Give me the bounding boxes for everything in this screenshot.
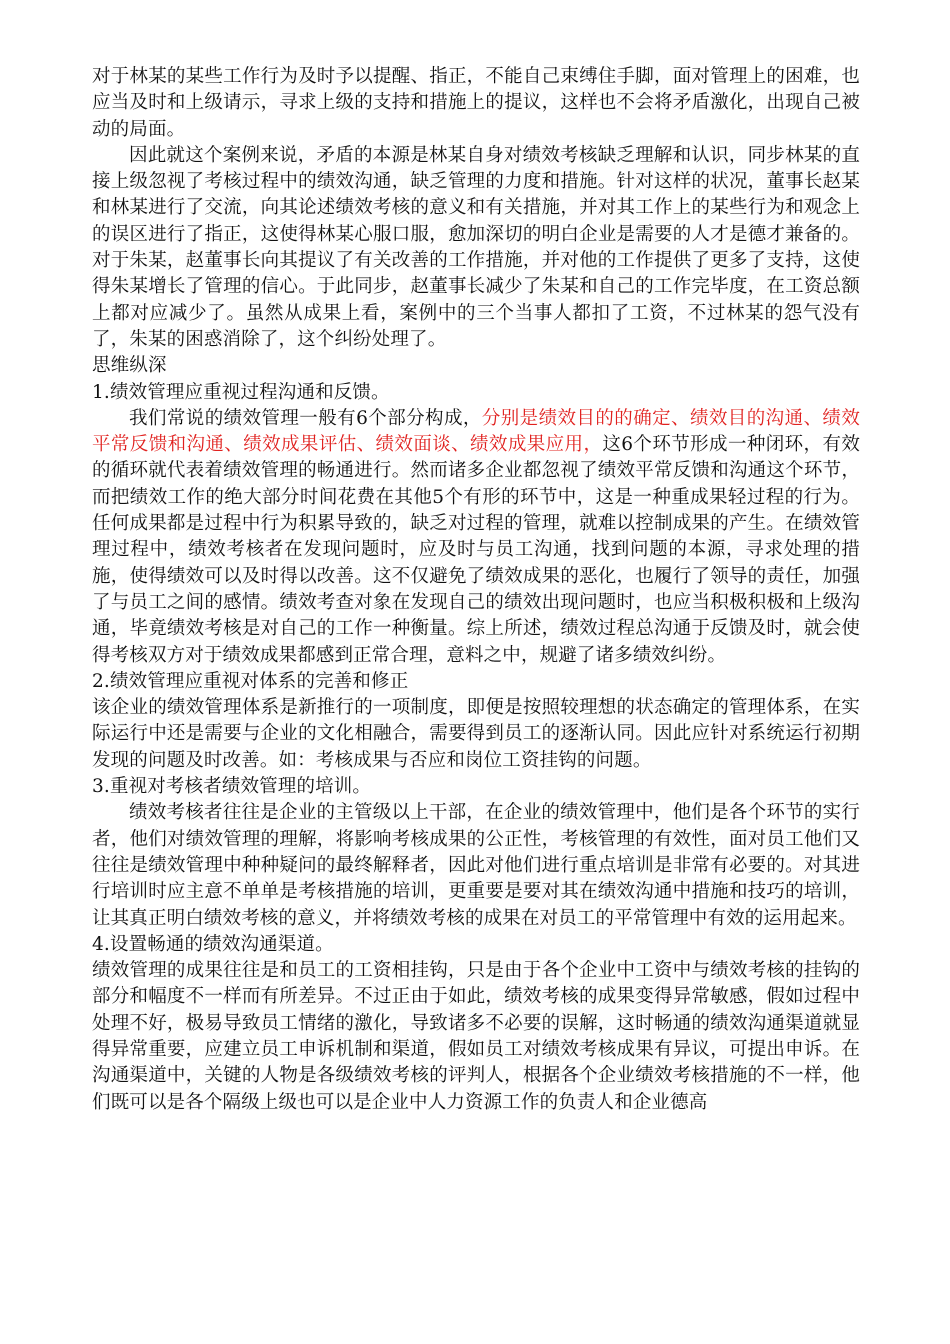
section-heading-thinking: 思维纵深 (92, 355, 167, 377)
subheading-3: 3.重视对考核者绩效管理的培训。 (92, 776, 372, 798)
paragraph-system-improvement: 该企业的绩效管理体系是新推行的一项制度，即便是按照较理想的状态确定的管理体系，在实际运行中还是需要与企业的文化相融合，需要得到员工的逐渐认同。因此应针对系统运行初期发现的问题及时改善。如：考核成果与否应和岗位工资挂钩的问题。 (92, 697, 860, 771)
paragraph-process-communication (92, 406, 860, 669)
paragraph-text-before-highlight: 我们常说的绩效管理一般有6个部分构成， (129, 407, 482, 429)
subheading-1: 1.绩效管理应重视过程沟通和反馈。 (92, 381, 390, 403)
document-page (92, 64, 860, 1116)
paragraph-training: 绩效考核者往往是企业的主管级以上干部，在企业的绩效管理中，他们是各个环节的实行者，他们对绩效管理的理解，将影响考核成果的公正性，考核管理的有效性，面对员工他们又往往是绩效管理中种种疑问的最终解释者，因此对他们进行重点培训是非常有必要的。对其进行培训时应主意不单单是考核措施的培训，更重要是要对其在绩效沟通中措施和技巧的培训，让其真正明白绩效考核的意义，并将绩效考核的成果在对员工的平常管理中有效的运用起来。 (92, 802, 860, 929)
subheading-2: 2.绩效管理应重视对体系的完善和修正 (92, 670, 409, 692)
subheading-4: 4.设置畅通的绩效沟通渠道。 (92, 933, 334, 955)
paragraph-case-analysis: 因此就这个案例来说，矛盾的本源是林某自身对绩效考核缺乏理解和认识，同步林某的直接上级忽视了考核过程中的绩效沟通，缺乏管理的力度和措施。针对这样的状况，董事长赵某和林某进行了交流，向其论述绩效考核的意义和有关措施，并对其工作上的某些行为和观念上的误区进行了指正，这使得林某心服口服，愈加深切的明白企业是需要的人才是德才兼备的。对于朱某，赵董事长向其提议了有关改善的工作措施，并对他的工作提供了更多了支持，这使得朱某增长了管理的信心。于此同步，赵董事长减少了朱某和自己的工作完毕度，在工资总额上都对应减少了。虽然从成果上看，案例中的三个当事人都扣了工资，不过林某的怨气没有了，朱某的困惑消除了，这个纠纷处理了。 (92, 144, 860, 350)
paragraph-text-after-highlight: 这6个环节形成一种闭环，有效的循环就代表着绩效管理的畅通进行。然而诸多企业都忽视了绩效平常反馈和沟通这个环节，而把绩效工作的绝大部分时间花费在其他5个有形的环节中，这是一种重成果轻过程的行为。任何成果都是过程中行为积累导致的，缺乏对过程的管理，就难以控制成果的产生。在绩效管理过程中，绩效考核者在发现问题时，应及时与员工沟通，找到问题的本源，寻求处理的措施，使得绩效可以及时得以改善。这不仅避免了绩效成果的恶化，也履行了领导的责任，加强了与员工之间的感情。绩效考查对象在发现自己的绩效出现问题时，也应当积极积极和上级沟通，毕竟绩效考核是对自己的工作一种衡量。综上所述，绩效过程总沟通于反馈及时，就会使得考核双方对于绩效成果都感到正常合理，意料之中，规避了诸多绩效纠纷。 (92, 434, 861, 666)
paragraph-intro-continuation: 对于林某的某些工作行为及时予以提醒、指正，不能自己束缚住手脚，面对管理上的困难，也应当及时和上级请示，寻求上级的支持和措施上的提议，这样也不会将矛盾激化，出现自己被动的局面。 (92, 66, 860, 140)
highlighted-text-red: 分别是绩效目的的确定、绩效目的沟通、绩效平常反馈和沟通、绩效成果评估、绩效面谈、绩效成果应用， (92, 407, 860, 456)
paragraph-communication-channel: 绩效管理的成果往往是和员工的工资相挂钩，只是由于各个企业中工资中与绩效考核的挂钩的部分和幅度不一样而有所差异。不过正由于如此，绩效考核的成果变得异常敏感，假如过程中处理不好，极易导致员工情绪的激化，导致诸多不必要的误解，这时畅通的绩效沟通渠道就显得异常重要，应建立员工申诉机制和渠道，假如员工对绩效考核成果有异议，可提出申诉。在沟通渠道中，关键的人物是各级绩效考核的评判人，根据各个企业绩效考核措施的不一样，他们既可以是各个隔级上级也可以是企业中人力资源工作的负责人和企业德高 (92, 960, 860, 1113)
